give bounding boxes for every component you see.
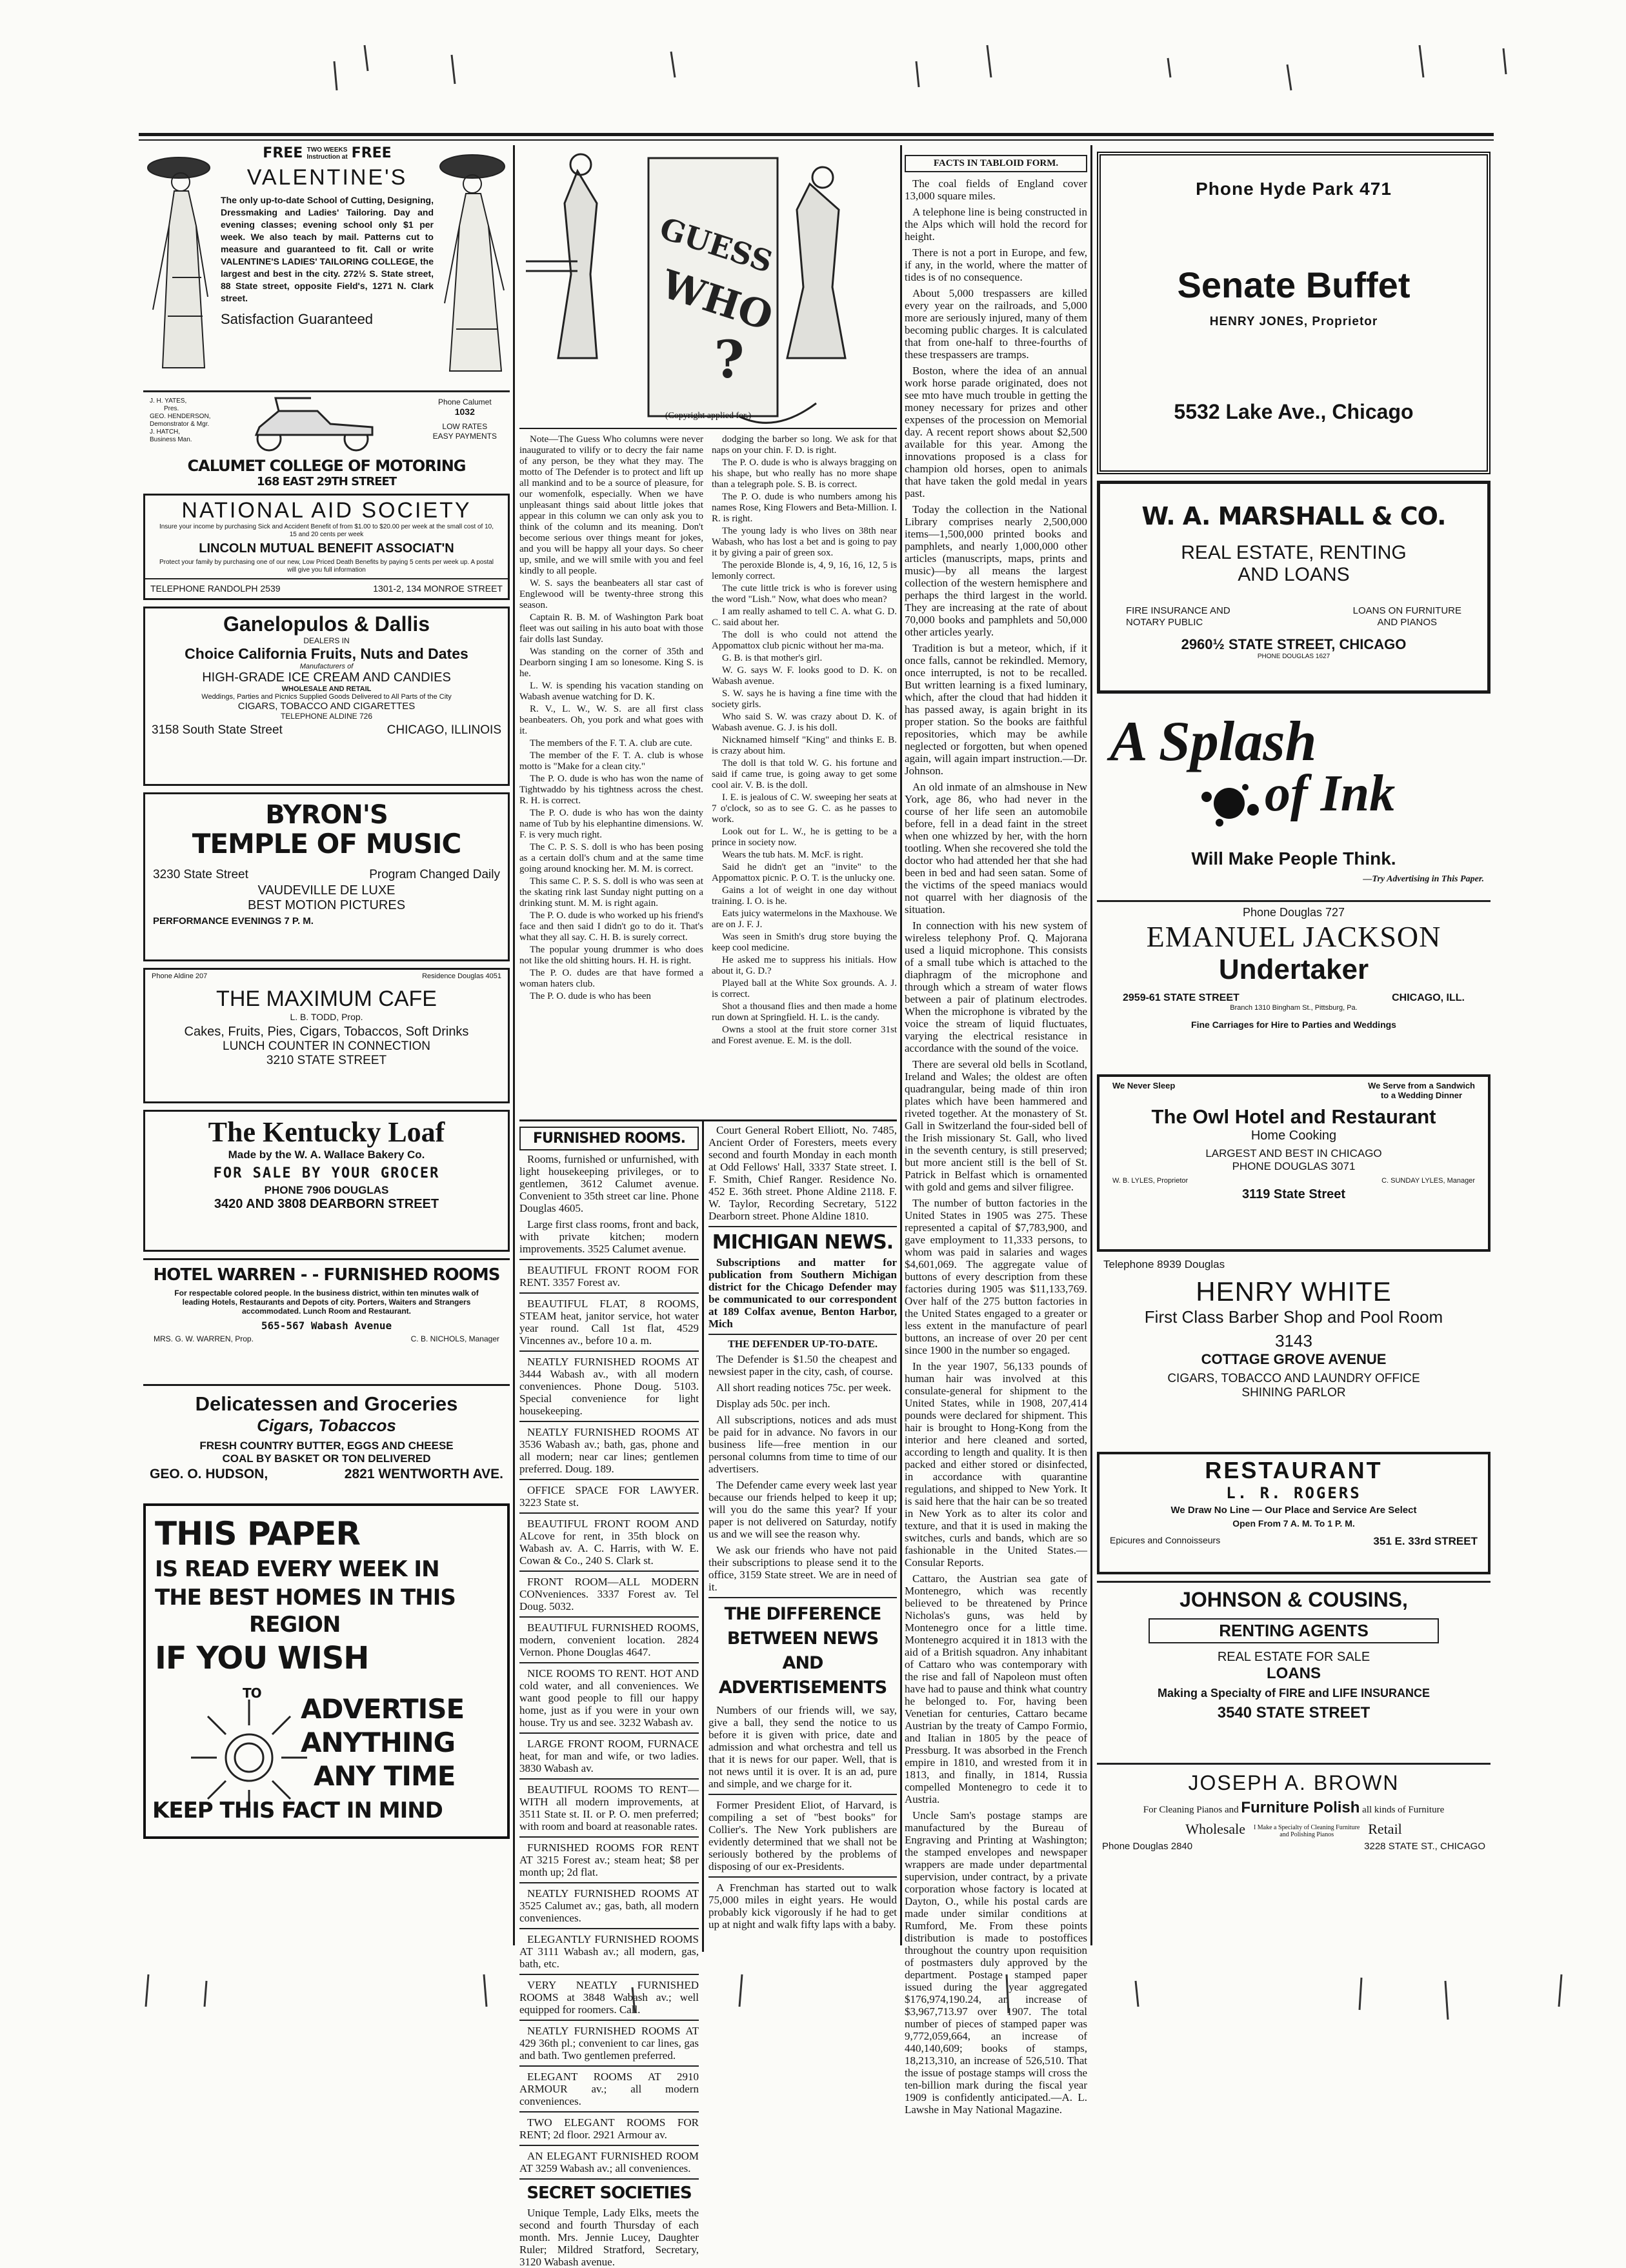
ganelopulos-fruits: Choice California Fruits, Nuts and Dates — [185, 645, 468, 662]
maximum-line1: Cakes, Fruits, Pies, Cigars, Tobaccos, Soft Drinks — [184, 1025, 469, 1039]
ink-splash-icon — [1194, 778, 1265, 829]
owl-hotel-ad — [1097, 1074, 1490, 1252]
owl-home: Home Cooking — [1250, 1129, 1337, 1143]
brown-retail: Retail — [1368, 1821, 1402, 1837]
johnson-title: JOHNSON & COUSINS, — [1179, 1588, 1408, 1611]
column-rule — [1090, 145, 1092, 1945]
marshall-left2: NOTARY PUBLIC — [1126, 617, 1203, 628]
difference-title2: BETWEEN NEWS AND — [727, 1629, 879, 1673]
listing-item: LARGE FRONT ROOM, FURNACE heat, for man and wife, or two ladies. 3830 Wabash av. — [519, 1738, 699, 1774]
ganelopulos-mfr: Manufacturers of — [299, 663, 354, 670]
ganelopulos-cigars: CIGARS, TOBACCO AND CIGARETTES — [237, 701, 416, 712]
brown-phone: Phone Douglas 2840 — [1102, 1840, 1193, 1852]
aid-phone: TELEPHONE RANDOLPH 2539 — [150, 583, 281, 594]
facts-title: FACTS IN TABLOID FORM. — [905, 155, 1087, 172]
maximum-title: THE MAXIMUM CAFE — [216, 987, 437, 1011]
guess-item: The P. O. dude is who worked up his friend's face and then said I didn't go to do it. That's what they all say. C. H. B. is surely correct. — [519, 910, 703, 943]
guess-item: The P. O. dudes are that have formed a woman haters club. — [519, 968, 703, 989]
furnished-title: FURNISHED ROOMS. — [519, 1127, 699, 1150]
column-right-ads — [1097, 152, 1490, 1952]
difference-heading — [708, 1602, 897, 1700]
guess-item: The P. O. dude is who has won the dainty name of Tub by his elephantine dimensions. W. F. is very much right. — [519, 808, 703, 840]
calumet-phone-number: 1032 — [454, 406, 475, 417]
lady-figure-left-illustration — [143, 148, 217, 377]
defender-para: We ask our friends who have not paid their subscriptions to please send it to the office, 3159 State street. We are in need of it. — [708, 1544, 897, 1593]
splash-line2: of Ink — [1265, 765, 1396, 822]
fact-item: Cattaro, the Austrian sea gate of Montenegro, which was recently believed to be threatened by Prince Nicholas's guns, was held by Montenegro once for a little time. Montenegro acquired it in 1813 with the aid of a British squadron. Any inhabitant of Cattaro who was contemporary with the rise and fall of Napoleon must often have had to pause and think what country he belonged to. For, having been Venetian for centuries, Cattaro became Austrian by the treaty of Campo Formio, and Italian in 1805 by the peace of Pressburg. It was absorbed in the French empire in 1810, and wrested from it in 1813, and finally, in 1814, Russia compelled Montenegro to cede it to Austria. — [905, 1572, 1087, 1805]
guess-item: Said he didn't get an "invite" to the Appomattox picnic. P. O. T. is the unlucky one. — [712, 862, 897, 883]
ganelopulos-wholesale: WHOLESALE AND RETAIL — [281, 685, 372, 693]
maximum-address: 3210 STATE STREET — [266, 1054, 387, 1067]
owl-manager: C. SUNDAY LYLES, Manager — [1381, 1177, 1475, 1185]
maximum-phone-right: Residence Douglas 4051 — [422, 972, 501, 980]
section-rule — [519, 1119, 897, 1121]
guess-item: He asked me to suppress his initials. How about it, G. D.? — [712, 955, 897, 976]
scan-edge-marks — [0, 0, 1626, 129]
listing-item: NICE ROOMS TO RENT. HOT AND cold water, and all conveniences. We want good people to fill our happy home, just as if you were in your own house. Try us and see. 3232 Wabash av. — [519, 1667, 699, 1729]
guess-item: I. E. is jealous of C. W. sweeping her seats at 7 o'clock, so as to see G. C. as he passes to work. — [712, 792, 897, 825]
column-rule — [702, 1119, 704, 1952]
owl-title: The Owl Hotel and Restaurant — [1151, 1105, 1436, 1128]
free-left-label: FREE — [263, 145, 303, 161]
guess-copyright: (Copyright applied for.) — [665, 411, 752, 421]
valentine-ad — [143, 145, 510, 384]
guess-who-illustration — [519, 145, 897, 432]
lady-figure-right-illustration — [437, 148, 511, 377]
hotel-warren-ad — [143, 1258, 510, 1386]
aid-title: NATIONAL AID SOCIETY — [181, 498, 472, 523]
calumet-title: CALUMET COLLEGE OF MOTORING — [187, 457, 466, 475]
listing-item: NEATLY FURNISHED ROOMS AT 3444 Wabash av., with all modern conveniences. Phone Doug. 5103. Special convenience for light housekeeping. — [519, 1356, 699, 1417]
this-paper-l4: REGION — [249, 1612, 341, 1638]
listing-item: BEAUTIFUL FRONT ROOM FOR RENT. 3357 Forest av. — [519, 1264, 699, 1289]
guess-item: S. W. says he is having a fine time with the society girls. — [712, 688, 897, 710]
senate-phone: Phone Hyde Park 471 — [1196, 179, 1392, 199]
this-paper-l6: TO — [243, 1685, 261, 1701]
brown-line-b: Furniture Polish — [1241, 1799, 1360, 1816]
secret-body: Unique Temple, Lady Elks, meets the second and fourth Thursday of each month. Mrs. Jennie Lucey, Daughter Ruler; Mildred Stratford, Secretary, 3120 Wabash avenue. — [519, 2207, 699, 2268]
fact-item: A telephone line is being constructed in the Alps which will hold the record for height. — [905, 206, 1087, 243]
guess-item: Shot a thousand flies and then made a home run down at Springfield. H. L. is the candy. — [712, 1001, 897, 1023]
byron-title2: TEMPLE OF MUSIC — [192, 828, 461, 859]
aid-title2: LINCOLN MUTUAL BENEFIT ASSOCIAT'N — [199, 541, 454, 556]
hudson-sub: Cigars, Tobaccos — [257, 1416, 396, 1435]
ganelopulos-title: Ganelopulos & Dallis — [223, 612, 430, 636]
maximum-phone-left: Phone Aldine 207 — [152, 972, 208, 980]
guess-item: Was seen in Smith's drug store buying the keep cool medicine. — [712, 932, 897, 953]
splash-tag: Will Make People Think. — [1191, 848, 1396, 868]
johnson-estate: REAL ESTATE FOR SALE — [1217, 1650, 1370, 1664]
defender-para: All short reading notices 75c. per week. — [716, 1381, 891, 1394]
guess-item: The P. O. dude is who is always bragging on his shape, but who really has no more shape than a telegraph pole. S. B. is correct. — [712, 457, 897, 490]
ganelopulos-dealers: DEALERS IN — [303, 636, 350, 645]
this-paper-l5: IF YOU WISH — [155, 1640, 369, 1676]
hudson-line2: COAL BY BASKET OR TON DELIVERED — [222, 1452, 431, 1465]
jackson-phone: Phone Douglas 727 — [1242, 906, 1345, 919]
byron-program: Program Changed Daily — [369, 868, 500, 881]
automobile-illustration — [240, 395, 388, 453]
listing-item: Large first class rooms, front and back, with private kitchen; modern improvements. 3525 Calumet avenue. — [519, 1218, 699, 1255]
guess-item: The P. O. dude is who has been — [530, 991, 651, 1001]
warren-body: For respectable colored people. In the business district, within ten minutes walk of leading Hotels, Restaurants and Depots of city. Porters, Waiters and Strangers accommodated. Lunch Room and Restaurant. — [174, 1289, 479, 1316]
calumet-payments: EASY PAYMENTS — [432, 432, 497, 441]
guess-item: Eats juicy watermelons in the Maxhouse. We are on J. F. J. — [712, 908, 897, 930]
listing-item: BEAUTIFUL FLAT, 8 ROOMS, STEAM heat, janitor service, hot water year round. Call 1st flat, 4529 Vincennes av., before 10 a. m. — [519, 1298, 699, 1347]
johnson-cousins-ad — [1097, 1581, 1490, 1765]
white-street: COTTAGE GROVE AVENUE — [1201, 1351, 1387, 1367]
michigan-title: MICHIGAN NEWS. — [712, 1231, 894, 1254]
two-weeks-label: TWO WEEKS — [306, 146, 348, 154]
senate-buffet-ad — [1097, 152, 1490, 474]
marshall-phone: PHONE DOUGLAS 1627 — [1257, 653, 1330, 660]
kentucky-loaf-ad — [143, 1110, 510, 1252]
ganelopulos-address: 3158 South State Street — [152, 723, 283, 737]
svg-text:GUESS: GUESS — [656, 210, 777, 280]
this-paper-l1: THIS PAPER — [155, 1515, 361, 1552]
white-num: 3143 — [1275, 1331, 1312, 1350]
calumet-left2: Pres. — [164, 405, 179, 412]
calumet-left5: J. HATCH, — [150, 428, 181, 436]
guess-item: Wears the tub hats. M. McF. is right. — [722, 850, 863, 860]
aid-line2: Protect your family by purchasing one of our new, Low Priced Death Benefits by paying 5 cents per week up. A postal will give you full information — [159, 559, 494, 574]
aid-address: 1301-2, 134 MONROE STREET — [373, 583, 503, 594]
guess-item: The member of the F. T. A. club is whose motto is "Make for a clean city." — [519, 750, 703, 772]
furnished-rooms-column — [519, 1124, 699, 2268]
marshall-left1: FIRE INSURANCE AND — [1126, 605, 1230, 616]
guess-item: W. G. says W. F. looks good to D. K. on Wabash avenue. — [712, 665, 897, 687]
fact-item: About 5,000 trespassers are killed every year on the railroads, and 5,000 more are seriously injured, many of them becoming public charges. It is calculated that from one-half to three-fourths of these trespassers are tramps. — [905, 287, 1087, 361]
warren-title: HOTEL WARREN - - FURNISHED ROOMS — [153, 1265, 500, 1285]
column-left-ads — [143, 145, 510, 1952]
jackson-undertaker-ad — [1097, 900, 1490, 1068]
kentucky-phone: PHONE 7906 DOUGLAS — [264, 1184, 389, 1196]
guess-item: The young lady is who lives on 38th near Wabash, who has lost a bet and is going to pay it by giving a pair of green sox. — [712, 526, 897, 558]
senate-prop: HENRY JONES, Proprietor — [1209, 315, 1378, 328]
fact-item: There are several old bells in Scotland, Ireland and Wales; the oldest are often quadrangular, being made of thin iron plates which have been hammered and riveted together. At the monastery of St. Gall in Switzerland the four-sided bell of the Irish missionary St. Gall, who lived in the seventh century, is still preserved; but more ancient still is the bell of St. Patrick in Belfast which is ornamented with gold and gems and silver filigree. — [905, 1058, 1087, 1193]
listing-item: ELEGANTLY FURNISHED ROOMS AT 3111 Wabash av.; all modern, gas, bath, etc. — [519, 1933, 699, 1970]
defender-para: Display ads 50c. per inch. — [716, 1398, 830, 1410]
guess-item: The doll is who could not attend the Appomattox club picnic without her ma-ma. — [712, 630, 897, 651]
white-shining: SHINING PARLOR — [1241, 1386, 1346, 1400]
guess-item: W. S. says the beanbeaters all star cast of Englewood will be twenty-three strong this season. — [519, 578, 703, 610]
column-rule — [900, 145, 902, 1945]
guess-item: Was standing on the corner of 35th and Dearborn singing I am so lonesome. King S. is he. — [519, 647, 703, 679]
byron-performance: PERFORMANCE EVENINGS 7 P. M. — [153, 916, 314, 927]
guess-item: Played ball at the White Sox grounds. A. J. is correct. — [712, 978, 897, 999]
henry-white-ad — [1097, 1258, 1490, 1445]
scan-bottom-marks — [0, 1962, 1626, 2042]
marshall-sub2: AND LOANS — [1238, 564, 1350, 585]
fact-item: Today the collection in the National Library comprises nearly 2,500,000 items—1,500,000 printed books and pamphlets, and nearly 1,000,000 other articles (manuscripts, maps, prints and music)—by all means the largest collection of the western hemisphere and perhaps the third largest in the world. They are increasing at the rate of about 70,000 books and pamphlets and 50,000 other articles yearly. — [905, 503, 1087, 638]
this-paper-l9: ANY TIME — [314, 1760, 456, 1792]
hudson-address: 2821 WENTWORTH AVE. — [344, 1467, 503, 1481]
jackson-title: Undertaker — [1218, 954, 1369, 985]
difference-title3: ADVERTISEMENTS — [718, 1678, 887, 1698]
ganelopulos-weddings: Weddings, Parties and Picnics Supplied Goods Delivered to All Parts of the City — [201, 693, 452, 701]
white-name: HENRY WHITE — [1196, 1276, 1392, 1307]
free-right-label: FREE — [351, 145, 392, 161]
owl-right1: We Serve from a Sandwich — [1368, 1081, 1475, 1090]
valentine-title: VALENTINE'S — [246, 165, 408, 190]
ganelopulos-ad — [143, 607, 510, 786]
owl-left: We Never Sleep — [1112, 1081, 1176, 1090]
johnson-specialty: Making a Specialty of FIRE and LIFE INSURANCE — [1157, 1687, 1430, 1700]
rogers-address: 351 E. 33rd STREET — [1373, 1535, 1478, 1547]
owl-largest: LARGEST AND BEST IN CHICAGO — [1205, 1147, 1382, 1159]
guess-item: Look out for L. W., he is getting to be a prince in society now. — [712, 827, 897, 848]
guess-item: Nicknamed himself "King" and thinks E. B. is crazy about him. — [712, 735, 897, 756]
listing-item: BEAUTIFUL ROOMS TO RENT—WITH all modern improvements, at 3511 State st. II. or P. O. men preferred; with room and board at reasonable rates. — [519, 1783, 699, 1832]
ganelopulos-phone: TELEPHONE ALDINE 726 — [280, 712, 373, 721]
michigan-body: Subscriptions and matter for publication from Southern Michigan district for the Chicago Defender may be communicated to our correspondent at 189 Colfax avenue, Benton Harbor, Mich — [708, 1256, 897, 1330]
guess-col1 — [519, 434, 703, 1118]
brown-address: 3228 STATE ST., CHICAGO — [1364, 1840, 1485, 1852]
guess-item: Captain R. B. M. of Washington Park boat fleet was out sailing in his auto boat with those fair dolls last Sunday. — [519, 612, 703, 645]
fact-item: In the year 1907, 56,133 pounds of human hair was involved at this consulate-general for shipment to the United States, while in 1908, 207,414 pounds were declared for shipment. This hair is brought to Hong-Kong from the interior and here cleaned and sorted, according to length and quality. It is then packed and either stored or disinfected, in accordance with quarantine regulations, and shipped to New York. It is said here that the hair can be so treated in New York as to alter its color and texture, and that it is used in making the switches, curls and bands, which are so fashionable in the United States.—Consular Reports. — [905, 1360, 1087, 1569]
jackson-street: 2959-61 STATE STREET — [1123, 992, 1240, 1003]
senate-title: Senate Buffet — [1177, 265, 1410, 305]
guess-item: The peroxide Blonde is, 4, 9, 16, 16, 12, 5 is lemonly correct. — [712, 560, 897, 581]
news-column-middle — [708, 1124, 897, 1953]
jackson-branch: Branch 1310 Bingham St., Pittsburg, Pa. — [1230, 1004, 1358, 1012]
guess-item: The C. P. S. S. doll is who has been posing as a certain doll's chum and at the same time going around knocking her. M. M. is correct. — [519, 842, 703, 874]
guess-item: R. V., L. W., W. S. are all first class beanbeaters. Oh, you pork and what goes with it. — [519, 704, 703, 736]
listing-item: NEATLY FURNISHED ROOMS AT 3525 Calumet av.; gas, bath, all modern conveniences. — [519, 1887, 699, 1924]
brown-make: I Make a Specialty of Cleaning Furniture and Polishing Pianos — [1253, 1823, 1360, 1838]
guess-item: dodging the barber so long. We ask for that naps on your chin. F. D. is right. — [712, 434, 897, 456]
listing-item: TWO ELEGANT ROOMS FOR RENT; 2d floor. 2921 Armour av. — [519, 2116, 699, 2141]
calumet-left1: J. H. YATES, — [150, 397, 187, 405]
listing-item: VERY NEATLY FURNISHED ROOMS at 3848 Wabash av.; well equipped for roomers. Call. — [519, 1979, 699, 2016]
byron-title1: BYRON'S — [265, 800, 388, 830]
warren-address: 565-567 Wabash Avenue — [261, 1320, 392, 1332]
valentine-body: The only up-to-date School of Cutting, Designing, Dressmaking and Ladies' Tailoring. Day and evening classes; evening school only $1 per week. We also teach by mail. Patterns cut to measure and guaranteed to fit. Call or write VALENTINE'S LADIES' TAILORING COLLEGE, the largest and best in the city. 272½ S. State street, 88 State street, opposite Field's, 1271 N. Clark street. — [221, 195, 434, 303]
guess-item: The cute little trick is who is forever using the word "Lish." Now, what does who mean? — [712, 583, 897, 605]
rogers-title: RESTAURANT — [1205, 1457, 1383, 1483]
marshall-ad — [1097, 481, 1490, 694]
rogers-name: L. R. ROGERS — [1226, 1484, 1361, 1502]
fact-item: In connection with his new system of wireless telephony Prof. Q. Majorana used a liquid microphone. This consists of a small tube which is attached to the diaphragm of the microphone and through which a stream of water flows between a pair of platinum electrodes. When the microphone is vibrated by the voice the stream of liquid fluctuates, varying the electrical resistance in accordance with the sound of the voice. — [905, 919, 1087, 1054]
guess-item: Gains a lot of weight in one day without training. I. O. is he. — [712, 885, 897, 907]
guess-item: Owns a stool at the fruit store corner 31st and Forest avenue. E. M. is the doll. — [712, 1025, 897, 1046]
this-paper-l3: THE BEST HOMES IN THIS — [155, 1585, 456, 1611]
owl-address: 3119 State Street — [1241, 1187, 1346, 1201]
calumet-left3: GEO. HENDERSON, — [150, 413, 211, 420]
this-paper-l2: IS READ EVERY WEEK IN — [155, 1556, 439, 1582]
guess-who-section — [519, 145, 897, 1119]
kentucky-title: The Kentucky Loaf — [208, 1116, 445, 1148]
secret-title: SECRET SOCIETIES — [527, 2183, 692, 2203]
guess-item: The members of the F. T. A. club are cute. — [530, 738, 692, 748]
brown-line-a: For Cleaning Pianos and — [1143, 1805, 1239, 1815]
kentucky-made: Made by the W. A. Wallace Bakery Co. — [228, 1149, 425, 1161]
calumet-address: 168 EAST 29TH STREET — [256, 475, 397, 488]
fact-item: Boston, where the idea of an annual work horse parade originated, does not see mto have much trouble in getting the money necessary for prizes and other expenses of the procession on Memorial day. A recent report shows about $2,500 available for this year. Among the innovations proposed is a class for champion old horses, open to animals that have taken the gold medal in years past. — [905, 365, 1087, 499]
listing-item: ELEGANT ROOMS AT 2910 ARMOUR av.; all modern conveniences. — [519, 2071, 699, 2107]
guess-item: I am really ashamed to tell C. A. what G. D. C. said about her. — [712, 607, 897, 628]
johnson-loans: LOANS — [1267, 1665, 1321, 1682]
fact-item: The number of button factories in the United States in 1905 was 275. These represented a capital of $7,783,900, and gave employment to 11,333 persons, to whom was paid in salaries and wages $4,601,069. The aggregate value of buttons of every description from these factories during 1905 was $11,133,769. Over half of the 275 button factories in the United States engaged to a greater or less extent in the manufacture of pearl buttons, an increase of over 20 per cent since 1900 in the number so engaged. — [905, 1197, 1087, 1356]
guess-note: Note—The Guess Who columns were never inaugurated to vilify or to decry the fair name of any person, be they what they may. The motto of The Defender is to protect and lift up all mankind and to be a source of pleasure, for our womenfolk, especially. When we have unpleasant things said about little jokes that appear in this column we can only ask you to think of the column and its meaning. Don't become serious over things meant for jokes, and you will be happy all your days. So cheer up, smile, and we will smile with you and feel kindly to all people. — [519, 434, 703, 576]
ganelopulos-ice: HIGH-GRADE ICE CREAM AND CANDIES — [202, 670, 451, 685]
marshall-sub1: REAL ESTATE, RENTING — [1181, 542, 1407, 563]
warren-manager: C. B. NICHOLS, Manager — [410, 1334, 499, 1343]
this-paper-l8: ANYTHING — [301, 1727, 456, 1758]
white-cigars: CIGARS, TOBACCO AND LAUNDRY OFFICE — [1167, 1372, 1420, 1385]
column-rule — [513, 145, 515, 1945]
kentucky-sale: FOR SALE BY YOUR GROCER — [213, 1165, 440, 1181]
marshall-title: W. A. MARSHALL & CO. — [1141, 502, 1446, 530]
listing-item: FRONT ROOM—ALL MODERN CONveniences. 3337 Forest av. Tel Doug. 5032. — [519, 1576, 699, 1612]
top-rule — [139, 133, 1494, 136]
guess-col2 — [712, 434, 897, 1118]
listing-item: NEATLY FURNISHED ROOMS AT 429 36th pl.; convenient to car lines, gas and bath. Two gentlemen preferred. — [519, 2025, 699, 2062]
defender-para: The Defender came every week last year because our friends helped to keep it up; will you do the same this year? If your paper is not delivered on Saturday, notify us and we will see the reason why. — [708, 1479, 897, 1540]
this-paper-ad — [143, 1503, 510, 1839]
top-rule-thin — [139, 139, 1494, 141]
jackson-carriages: Fine Carriages for Hire to Parties and Weddings — [1191, 1019, 1396, 1030]
listing-item: FURNISHED ROOMS FOR RENT AT 3215 Forest av.; steam heat; $8 per month up; 2d flat. — [519, 1841, 699, 1878]
guess-item: G. B. is that mother's girl. — [722, 653, 823, 663]
maximum-cafe-ad — [143, 968, 510, 1103]
rogers-line: We Draw No Line — Our Place and Service Are Select — [1170, 1505, 1417, 1516]
splash-try: —Try Advertising in This Paper. — [1363, 874, 1484, 884]
difference-title1: THE DIFFERENCE — [724, 1604, 881, 1624]
marshall-right2: AND PIANOS — [1377, 617, 1438, 628]
fact-item: Uncle Sam's postage stamps are manufactured by the Bureau of Engraving and Printing at Washington; the stamped envelopes and newspaper wrappers are made under departmental supervision, under contract, by a private corporation whose factory is located at Dayton, O., while his postal cards are made under similar conditions at Rumford, Me. From these points distribution is made to postoffices throughout the country upon requisition of postmasters duly approved by the department. Postage stamped paper issued during the year aggregated $176,974,190.24, an increase of $3,967,713.97 over 1907. The total number of pieces of stamped paper was 9,772,059,664, an increase of 440,140,609; books of stamps, 18,213,310, an increase of 526,510. That the issue of postage stamps will cross the ten-billion mark during the fiscal year 1909 is confidently anticipated.—A. L. Lawshe in May National Magazine. — [905, 1809, 1087, 2116]
national-aid-ad — [143, 494, 510, 600]
byron-pictures: BEST MOTION PICTURES — [247, 898, 406, 912]
byron-ad — [143, 792, 510, 961]
fact-item: There is not a port in Europe, and few, if any, in the world, where the matter of tides is of no consequence. — [905, 246, 1087, 283]
aid-line1: Insure your income by purchasing Sick and Accident Benefit of from $1.00 to $20.00 per week at the small cost of 10, 15 and 20 cents per week — [159, 523, 494, 538]
fact-item: The coal fields of England cover 13,000 square miles. — [905, 177, 1087, 202]
rogers-restaurant-ad — [1097, 1452, 1490, 1574]
kentucky-address: 3420 AND 3808 DEARBORN STREET — [214, 1197, 439, 1211]
listing-item: BEAUTIFUL FURNISHED ROOMS, modern, convenient location. 2824 Vernon. Phone Douglas 4647. — [519, 1621, 699, 1658]
listing-item: Rooms, furnished or unfurnished, with light housekeeping privileges, or to gentlemen, 3612 Calumet avenue. Convenient to 35th street car line. Phone Douglas 4605. — [519, 1153, 699, 1214]
valentine-footer: Satisfaction Guaranteed — [221, 311, 374, 327]
svg-text:?: ? — [714, 329, 745, 390]
guess-item: The P. O. dude is who has won the name of Tightwaddo by his tightness across the chest. R. H. is correct. — [519, 774, 703, 806]
guess-item: This same C. P. S. S. doll is who was seen at the skating rink last Sunday night putting on a drinking stunt. M. M. is right again. — [519, 876, 703, 908]
hudson-line1: FRESH COUNTRY BUTTER, EGGS AND CHEESE — [199, 1440, 454, 1452]
guess-item: Who said S. W. was crazy about D. K. of Wabash avenue. G. J. is his doll. — [712, 712, 897, 733]
calumet-ad — [143, 390, 510, 487]
brown-wholesale: Wholesale — [1185, 1821, 1246, 1837]
facts-column — [905, 155, 1087, 2116]
listing-item: BEAUTIFUL FRONT ROOM AND ALcove for rent, in 35th block on Wabash av. A. C. Harris, with W. E. Cowan & Co., 240 S. Clark st. — [519, 1518, 699, 1567]
joseph-brown-ad — [1097, 1771, 1490, 1871]
defender-title: THE DEFENDER UP-TO-DATE. — [728, 1339, 878, 1350]
johnson-address: 3540 STATE STREET — [1217, 1704, 1370, 1721]
maximum-prop: L. B. TODD, Prop. — [290, 1012, 363, 1022]
listing-item: AN ELEGANT FURNISHED ROOM AT 3259 Wabash av.; all conveniences. — [519, 2150, 699, 2174]
guess-item: The P. O. dude is who numbers among his names Rose, King Flowers and Beta-Million. I. R. is right. — [712, 492, 897, 524]
listing-item: NEATLY FURNISHED ROOMS AT 3536 Wabash av.; bath, gas, phone and all modern; near car lines; gentlemen preferred. Doug. 189. — [519, 1426, 699, 1475]
instruction-label: Instruction at — [306, 153, 348, 161]
ganelopulos-city: CHICAGO, ILLINOIS — [386, 723, 501, 737]
hudson-title: Delicatessen and Groceries — [195, 1392, 458, 1415]
owl-phone: PHONE DOUGLAS 3071 — [1232, 1160, 1356, 1172]
owl-prop: W. B. LYLES, Proprietor — [1112, 1177, 1189, 1185]
white-phone: Telephone 8939 Douglas — [1103, 1258, 1225, 1270]
guess-item: The popular young drummer is who does not like the old shitting hours. H. H. is right. — [519, 945, 703, 966]
owl-right2: to a Wedding Dinner — [1380, 1090, 1463, 1100]
splash-line1: A Splash — [1110, 710, 1317, 773]
rogers-hours: Open From 7 A. M. To 1 P. M. — [1232, 1518, 1355, 1529]
guess-item: The doll is that told W. G. his fortune and said if came true, is going away to get some cool air. V. B. is the doll. — [712, 758, 897, 790]
eliot-body: Former President Eliot, of Harvard, is compiling a set of "best books" for Collier's. The New York publishers are evidently determined that we shall not be seriously bothered by the problems of disposing of our ex-Presidents. — [708, 1799, 897, 1872]
listing-item: OFFICE SPACE FOR LAWYER. 3223 State st. — [519, 1484, 699, 1509]
court-body: Court General Robert Elliott, No. 7485, Ancient Order of Foresters, meets every second and fourth Monday in each month at Odd Fellows' Hall, 3337 State street. I. F. Smith, Chief Ranger. Residence No. 452 E. 36th street. Phone Aldine 2118. F. W. Taylor, Recording Secretary, 5122 Dearborn street. Phone Aldine 1810. — [708, 1124, 897, 1222]
calumet-left6: Business Man. — [150, 436, 192, 443]
defender-para: All subscriptions, notices and ads must be paid for in advance. No favors in our business life—free mention in our personal columns from time to time of our advertisers. — [708, 1414, 897, 1475]
white-title: First Class Barber Shop and Pool Room — [1144, 1307, 1443, 1327]
guess-item: L. W. is spending his vacation standing on Wabash avenue watching for D. K. — [519, 681, 703, 702]
this-paper-l7: ADVERTISE — [301, 1693, 465, 1725]
calumet-rates: LOW RATES — [442, 422, 488, 431]
maximum-line2: LUNCH COUNTER IN CONNECTION — [223, 1039, 430, 1053]
frenchman-body: A Frenchman has started out to walk 75,000 miles in eight years. He would probably kick vigorously if he had to get up at night and walk fifty laps with a baby. — [708, 1882, 897, 1931]
marshall-right1: LOANS ON FURNITURE — [1352, 605, 1461, 616]
splash-of-ink-ad — [1097, 700, 1490, 894]
svg-text:WHO: WHO — [656, 261, 778, 340]
this-paper-l10: KEEP THIS FACT IN MIND — [152, 1798, 443, 1823]
byron-address: 3230 State Street — [153, 868, 248, 881]
defender-para: The Defender is $1.50 the cheapest and newsiest paper in the city, cash, of course. — [708, 1353, 897, 1378]
byron-vaudeville: VAUDEVILLE DE LUXE — [257, 883, 396, 898]
rogers-epicures: Epicures and Connoisseurs — [1110, 1535, 1221, 1545]
difference-body: Numbers of our friends will, we say, give a ball, they send the notice to us before it is given with price, date and admission and what orchestra and tell us that it is news for our paper. Well, that is not news until it is over. It is an ad, pure and simple, and we charge for it. — [708, 1704, 897, 1790]
delicatessen-ad — [143, 1392, 510, 1497]
fact-item: An old inmate of an almshouse in New York, age 86, who had never in the course of her life seen an automobile before, fell in a dead faint in the street when one whizzed by her, with the horn tootling. When she recovered she told the doctor who had attended her that she had been in bed and had seen satan. Some of the victims of the speed maniacs would not quarrel with her diagnosis of the situation. — [905, 781, 1087, 916]
brown-name: JOSEPH A. BROWN — [1188, 1771, 1400, 1794]
warren-prop: MRS. G. W. WARREN, Prop. — [154, 1334, 254, 1343]
senate-address: 5532 Lake Ave., Chicago — [1174, 400, 1414, 423]
calumet-phone-label: Phone Calumet — [437, 397, 492, 406]
calumet-left4: Demonstrator & Mgr. — [150, 421, 210, 428]
johnson-renting: RENTING AGENTS — [1149, 1618, 1439, 1643]
hudson-name: GEO. O. HUDSON, — [150, 1467, 268, 1481]
marshall-address: 2960½ STATE STREET, CHICAGO — [1181, 636, 1407, 652]
brown-line-c: all kinds of Furniture — [1362, 1805, 1445, 1815]
jackson-city: CHICAGO, ILL. — [1392, 992, 1465, 1003]
jackson-name: EMANUEL JACKSON — [1146, 920, 1441, 953]
fact-item: Tradition is but a meteor, which, if it once falls, cannot be rekindled. Memory, once interrupted, is not to be recalled. But written learning is a fixed luminary, which, after the cloud that had hidden it has passed away, is again bright in its proper station. So the books are faithful repositories, which may be awhile neglected or forgotten, but when opened again, will again impart instruction.—Dr. Johnson. — [905, 642, 1087, 777]
